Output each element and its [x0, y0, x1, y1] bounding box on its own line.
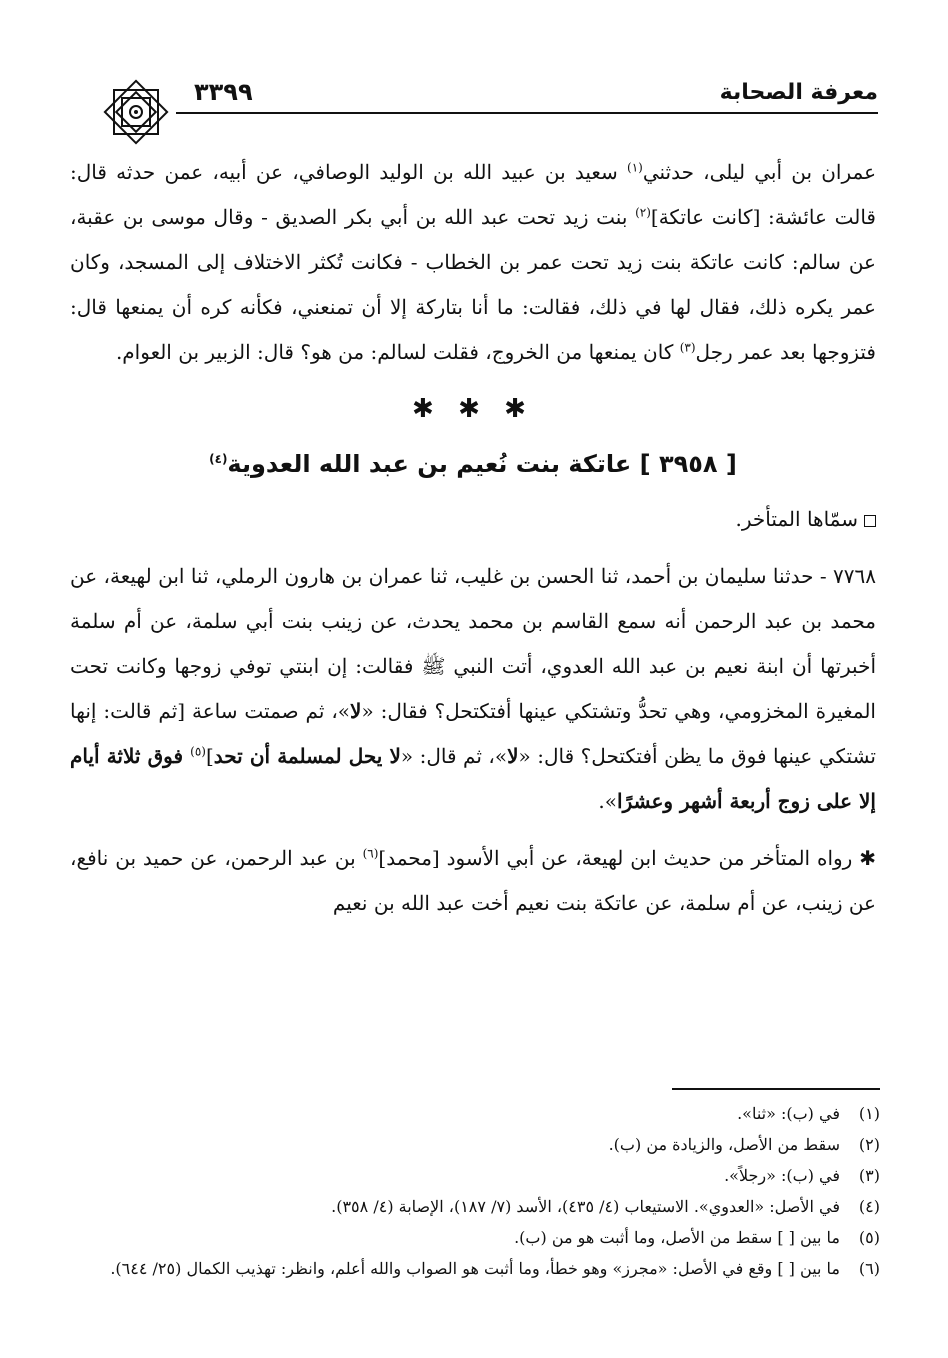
footnote-ref-2[interactable]: (٢) [635, 205, 651, 220]
footnote-rule [672, 1088, 880, 1090]
text-segment: »، ثم صمتت ساعة [ثم قالت: إنها تشتكي عينها فوق ما يظن أفتكتحل؟ قال: « [70, 699, 876, 768]
footnote-item [68, 1191, 880, 1222]
footnote-ref-3[interactable]: (٣) [679, 340, 696, 355]
footnote-ref-5[interactable]: (٥) [190, 744, 206, 759]
entry-title-text: [ ٣٩٥٨ ] عاتكة بنت نُعيم بن عبد الله العدوية [227, 450, 737, 478]
footnote-number: (٣) [858, 1166, 880, 1185]
footnote-ref-6[interactable]: (٦) [362, 846, 379, 861]
main-text [70, 150, 876, 926]
text-segment: سعيد بن عبيد الله بن الوليد الوصافي، عن أبيه، عمن حدثه قال: قالت عائشة: [كانت عاتكة] [70, 160, 876, 229]
footnote-item [68, 1129, 880, 1160]
footnote-text: في الأصل: «العدوي». الاستيعاب (٤/ ٤٣٥)، الأسد (٧/ ١٨٧)، الإصابة (٤/ ٣٥٨). [331, 1197, 840, 1216]
footnote-number: (٦) [858, 1259, 880, 1278]
narration-paragraph [70, 836, 876, 926]
hadith-paragraph [70, 554, 876, 824]
footnote-text: ما بين [ ] وقع في الأصل: «مجرز» وهو خطأ، وما أثبت هو الصواب والله أعلم، وانظر: تهذيب الكمال (٢٥/ ٦٤٤). [110, 1259, 840, 1278]
page-header [100, 72, 878, 130]
paragraph-1 [70, 150, 876, 375]
footnote-text: في (ب): «رجلاً». [724, 1166, 840, 1185]
header-rule [176, 112, 878, 114]
footnote-number: (١) [858, 1104, 880, 1123]
text-segment: »، ثم قال: « [400, 744, 508, 768]
named-by-text: سمّاها المتأخر. [735, 507, 858, 531]
text-segment: كان يمنعها من الخروج، فقلت لسالم: من هو؟ قال: الزبير بن العوام. [115, 340, 680, 364]
footnote-text: في (ب): «ثنا». [737, 1104, 840, 1123]
footnote-number: (٢) [858, 1135, 880, 1154]
prophetic-quote-2: فوق ثلاثة أيام إلا على زوج أربعة أشهر وعشرًا [70, 744, 876, 813]
footnote-item [68, 1160, 880, 1191]
square-marker-icon [864, 515, 876, 527]
text-segment: عمران بن أبي ليلى، حدثني [642, 160, 876, 184]
footnotes [68, 1098, 880, 1284]
footnote-number: (٥) [858, 1228, 880, 1247]
answer-no-2: لا [507, 744, 519, 768]
text-segment: ». [598, 789, 618, 813]
footnote-item [68, 1222, 880, 1253]
text-segment: ✱ رواه المتأخر من حديث ابن لهيعة، عن أبي الأسود [محمد] [378, 846, 877, 870]
named-by-line [70, 497, 876, 542]
text-segment: ٧٧٦٨ - حدثنا سليمان بن أحمد، ثنا الحسن بن غليب، ثنا عمران بن هارون الرملي، ثنا ابن لهيعة، عن محمد بن عبد الرحمن أنه سمع القاسم بن محمد يحدث، عن زينب بنت أبي سلمة، عن أم سلمة أخبرتها أن ابنة نعيم بن عبد الله العدوي، أتت النبي ﷺ فقالت: إن ابنتي توفي زوجها وكانت تحت المغيرة المخزومي، وهي تحدُّ وتشتكي عينها أفتكتحل؟ فقال: « [70, 564, 876, 723]
footnote-ref-4[interactable]: (٤) [209, 452, 228, 466]
text-segment: بن عبد الرحمن، عن حميد بن نافع، عن زينب، عن أم سلمة، عن عاتكة بنت نعيم أخت عبد الله بن نعيم [70, 846, 876, 915]
footnote-text: ما بين [ ] سقط من الأصل، وما أثبت هو من (ب). [514, 1228, 840, 1247]
ornament-icon [100, 76, 172, 148]
entry-title [70, 439, 876, 489]
section-separator: ✱ ✱ ✱ [412, 394, 534, 424]
text-segment: ] [205, 744, 214, 768]
prophetic-quote-1: لا يحل لمسلمة أن تحد [213, 744, 401, 768]
text-segment: بنت زيد تحت عبد الله بن أبي بكر الصديق - وقال موسى بن عقبة، عن سالم: كانت عاتكة بنت زيد تحت عمر بن الخطاب - فكانت تُكثر الاختلاف إلى المسجد، وكان عمر يكره ذلك، فقال لها في ذلك، فقالت: ما أنا بتاركة إلا أن تمنعني، فكأنه كره أن يمنعها قال: فتزوجها بعد عمر رجل [70, 205, 876, 364]
answer-no-1: لا [350, 699, 362, 723]
footnote-text: سقط من الأصل، والزيادة من (ب). [608, 1135, 840, 1154]
page-number: ٣٣٩٩ [194, 78, 253, 106]
header-title: معرفة الصحابة [719, 80, 878, 105]
footnote-ref-1[interactable]: (١) [627, 160, 643, 175]
footnote-item [68, 1253, 880, 1284]
footnote-number: (٤) [858, 1197, 880, 1216]
footnote-item [68, 1098, 880, 1129]
